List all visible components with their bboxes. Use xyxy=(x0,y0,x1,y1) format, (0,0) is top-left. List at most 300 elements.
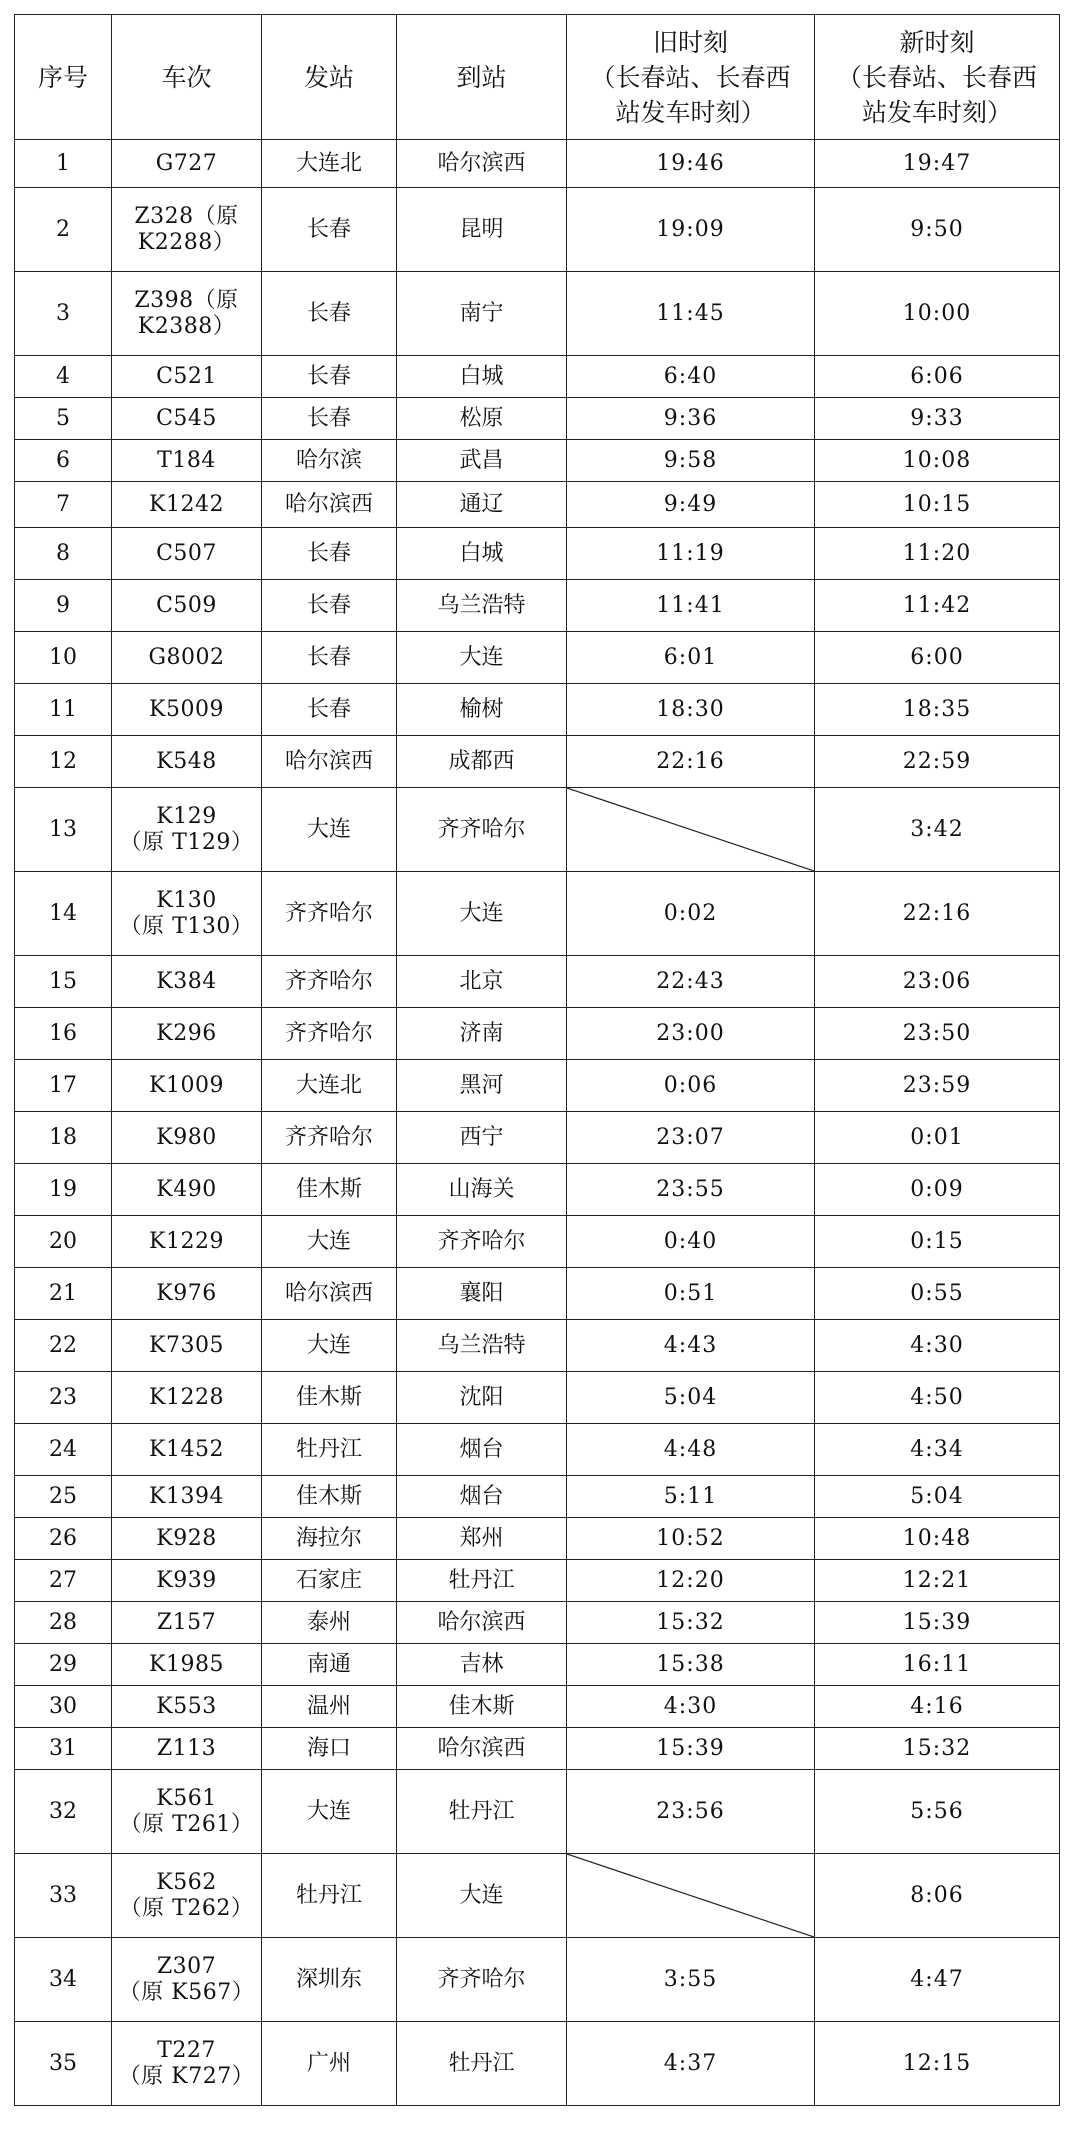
row-train-line: K2288） xyxy=(137,229,236,255)
row-new-time: 0:15 xyxy=(815,1216,1060,1268)
row-from-station: 大连 xyxy=(262,1216,397,1268)
row-old-time: 4:37 xyxy=(567,2022,815,2106)
row-to-station: 黑河 xyxy=(397,1060,567,1112)
table-row xyxy=(15,788,1060,872)
table-row xyxy=(15,580,1060,632)
row-seq: 35 xyxy=(15,2022,112,2106)
row-new-time: 0:09 xyxy=(815,1164,1060,1216)
row-train xyxy=(112,788,262,872)
row-train xyxy=(112,1060,262,1112)
row-from-station: 大连北 xyxy=(262,140,397,188)
row-seq: 5 xyxy=(15,398,112,440)
row-old-time: 23:55 xyxy=(567,1164,815,1216)
row-new-time: 19:47 xyxy=(815,140,1060,188)
row-train xyxy=(112,1644,262,1686)
row-train-line: K7305 xyxy=(149,1332,224,1358)
row-old-time: 3:55 xyxy=(567,1938,815,2022)
table-row xyxy=(15,1602,1060,1644)
row-from-station: 齐齐哈尔 xyxy=(262,872,397,956)
row-to-station: 北京 xyxy=(397,956,567,1008)
header-new-time-line-2: （长春站、长春西 xyxy=(836,62,1037,92)
row-train xyxy=(112,580,262,632)
row-old-time: 23:00 xyxy=(567,1008,815,1060)
row-train-line: K384 xyxy=(156,968,217,994)
row-train xyxy=(112,1268,262,1320)
row-new-time: 4:30 xyxy=(815,1320,1060,1372)
row-to-station: 郑州 xyxy=(397,1518,567,1560)
row-train-line: G727 xyxy=(155,150,218,176)
row-old-time: 15:38 xyxy=(567,1644,815,1686)
row-train-line: Z398（原 xyxy=(134,287,239,313)
row-train-line: （原 T130） xyxy=(119,913,254,939)
row-old-time: 4:43 xyxy=(567,1320,815,1372)
row-new-time: 22:16 xyxy=(815,872,1060,956)
row-new-time: 10:48 xyxy=(815,1518,1060,1560)
row-new-time: 6:06 xyxy=(815,356,1060,398)
row-from-station: 大连 xyxy=(262,1770,397,1854)
table-row xyxy=(15,528,1060,580)
row-to-station: 山海关 xyxy=(397,1164,567,1216)
row-from-station: 哈尔滨西 xyxy=(262,482,397,528)
row-from-station: 佳木斯 xyxy=(262,1372,397,1424)
row-from-station: 齐齐哈尔 xyxy=(262,1008,397,1060)
row-old-time: 22:43 xyxy=(567,956,815,1008)
row-train-line: （原 T262） xyxy=(119,1895,254,1921)
row-seq: 25 xyxy=(15,1476,112,1518)
table-row xyxy=(15,632,1060,684)
row-to-station: 白城 xyxy=(397,528,567,580)
row-from-station: 海口 xyxy=(262,1728,397,1770)
row-to-station: 松原 xyxy=(397,398,567,440)
row-old-time: 19:09 xyxy=(567,188,815,272)
row-from-station: 南通 xyxy=(262,1644,397,1686)
row-train-line: K1985 xyxy=(149,1651,224,1677)
row-seq: 28 xyxy=(15,1602,112,1644)
row-from-station: 大连北 xyxy=(262,1060,397,1112)
table-row xyxy=(15,140,1060,188)
row-new-time: 4:16 xyxy=(815,1686,1060,1728)
row-to-station: 乌兰浩特 xyxy=(397,1320,567,1372)
row-train xyxy=(112,1518,262,1560)
table-row xyxy=(15,1686,1060,1728)
row-to-station: 大连 xyxy=(397,632,567,684)
row-from-station: 大连 xyxy=(262,1320,397,1372)
row-old-time-empty xyxy=(567,1854,815,1938)
row-train xyxy=(112,272,262,356)
row-train-line: K1242 xyxy=(149,491,224,517)
row-to-station: 吉林 xyxy=(397,1644,567,1686)
row-new-time: 22:59 xyxy=(815,736,1060,788)
row-new-time: 5:04 xyxy=(815,1476,1060,1518)
row-to-station: 哈尔滨西 xyxy=(397,140,567,188)
table-row xyxy=(15,1854,1060,1938)
row-train-line: （原 K567） xyxy=(118,1979,255,2005)
row-old-time: 4:48 xyxy=(567,1424,815,1476)
row-train-line: K1228 xyxy=(149,1384,224,1410)
header-old-time-line-3: 站发车时刻） xyxy=(615,97,766,127)
row-new-time: 9:50 xyxy=(815,188,1060,272)
row-train-line: K928 xyxy=(156,1525,217,1551)
row-train xyxy=(112,1602,262,1644)
row-old-time: 11:45 xyxy=(567,272,815,356)
row-train-line: Z328（原 xyxy=(134,203,239,229)
row-to-station: 昆明 xyxy=(397,188,567,272)
table-row xyxy=(15,1728,1060,1770)
row-from-station: 大连 xyxy=(262,788,397,872)
table-row xyxy=(15,188,1060,272)
row-new-time: 23:50 xyxy=(815,1008,1060,1060)
row-old-time: 11:41 xyxy=(567,580,815,632)
row-seq: 17 xyxy=(15,1060,112,1112)
row-seq: 11 xyxy=(15,684,112,736)
row-train-line: T184 xyxy=(157,447,216,473)
table-row xyxy=(15,482,1060,528)
row-seq: 8 xyxy=(15,528,112,580)
row-to-station: 白城 xyxy=(397,356,567,398)
row-old-time: 15:32 xyxy=(567,1602,815,1644)
row-train xyxy=(112,1476,262,1518)
row-train-line: K1009 xyxy=(149,1072,224,1098)
row-train-line: K5009 xyxy=(149,696,224,722)
row-new-time: 0:01 xyxy=(815,1112,1060,1164)
row-train xyxy=(112,1424,262,1476)
table-row xyxy=(15,956,1060,1008)
table-row xyxy=(15,1424,1060,1476)
row-to-station: 齐齐哈尔 xyxy=(397,1938,567,2022)
row-new-time: 0:55 xyxy=(815,1268,1060,1320)
row-seq: 12 xyxy=(15,736,112,788)
row-to-station: 大连 xyxy=(397,1854,567,1938)
row-to-station: 牡丹江 xyxy=(397,2022,567,2106)
table-row xyxy=(15,1008,1060,1060)
row-to-station: 齐齐哈尔 xyxy=(397,788,567,872)
row-from-station: 齐齐哈尔 xyxy=(262,1112,397,1164)
row-seq: 27 xyxy=(15,1560,112,1602)
row-train-line: K1452 xyxy=(149,1436,224,1462)
row-seq: 13 xyxy=(15,788,112,872)
table-row xyxy=(15,398,1060,440)
row-to-station: 武昌 xyxy=(397,440,567,482)
row-to-station: 佳木斯 xyxy=(397,1686,567,1728)
row-train xyxy=(112,1854,262,1938)
row-old-time: 5:04 xyxy=(567,1372,815,1424)
row-train xyxy=(112,1164,262,1216)
row-from-station: 深圳东 xyxy=(262,1938,397,2022)
row-from-station: 长春 xyxy=(262,272,397,356)
row-seq: 18 xyxy=(15,1112,112,1164)
row-new-time: 3:42 xyxy=(815,788,1060,872)
row-seq: 15 xyxy=(15,956,112,1008)
row-old-time: 9:49 xyxy=(567,482,815,528)
row-train-line: K2388） xyxy=(137,313,236,339)
row-old-time: 0:51 xyxy=(567,1268,815,1320)
table-row xyxy=(15,736,1060,788)
row-train-line: K1229 xyxy=(149,1228,224,1254)
row-to-station: 烟台 xyxy=(397,1476,567,1518)
row-train-line: K129 xyxy=(156,803,217,829)
row-new-time: 10:08 xyxy=(815,440,1060,482)
row-to-station: 牡丹江 xyxy=(397,1560,567,1602)
row-train-line: Z113 xyxy=(156,1735,217,1761)
row-old-time: 15:39 xyxy=(567,1728,815,1770)
row-new-time: 15:32 xyxy=(815,1728,1060,1770)
row-train-line: K553 xyxy=(156,1693,217,1719)
row-seq: 31 xyxy=(15,1728,112,1770)
row-seq: 14 xyxy=(15,872,112,956)
row-to-station: 大连 xyxy=(397,872,567,956)
row-new-time: 6:00 xyxy=(815,632,1060,684)
row-from-station: 长春 xyxy=(262,356,397,398)
table-row xyxy=(15,1164,1060,1216)
row-from-station: 长春 xyxy=(262,632,397,684)
row-to-station: 沈阳 xyxy=(397,1372,567,1424)
row-train xyxy=(112,1008,262,1060)
table-row xyxy=(15,356,1060,398)
row-train xyxy=(112,736,262,788)
row-train xyxy=(112,1770,262,1854)
row-train xyxy=(112,684,262,736)
row-new-time: 12:21 xyxy=(815,1560,1060,1602)
row-new-time: 8:06 xyxy=(815,1854,1060,1938)
row-from-station: 哈尔滨西 xyxy=(262,1268,397,1320)
row-old-time: 0:40 xyxy=(567,1216,815,1268)
row-train xyxy=(112,356,262,398)
row-seq: 23 xyxy=(15,1372,112,1424)
row-old-time: 9:58 xyxy=(567,440,815,482)
row-seq: 30 xyxy=(15,1686,112,1728)
row-old-time: 12:20 xyxy=(567,1560,815,1602)
diagonal-strike xyxy=(567,1854,814,1937)
table-row xyxy=(15,1372,1060,1424)
row-train xyxy=(112,632,262,684)
row-train-line: C545 xyxy=(156,405,217,431)
table-row xyxy=(15,1560,1060,1602)
row-seq: 3 xyxy=(15,272,112,356)
row-train-line: （原 T261） xyxy=(119,1811,254,1837)
row-old-time: 6:01 xyxy=(567,632,815,684)
row-seq: 29 xyxy=(15,1644,112,1686)
row-new-time: 12:15 xyxy=(815,2022,1060,2106)
row-train xyxy=(112,482,262,528)
table-row xyxy=(15,872,1060,956)
row-train-line: （原 K727） xyxy=(118,2063,255,2089)
row-from-station: 哈尔滨西 xyxy=(262,736,397,788)
row-train-line: K296 xyxy=(156,1020,217,1046)
diagonal-strike xyxy=(567,788,814,871)
timetable-sheet xyxy=(14,14,1059,2106)
row-train xyxy=(112,1216,262,1268)
row-train xyxy=(112,440,262,482)
row-train xyxy=(112,1686,262,1728)
row-seq: 26 xyxy=(15,1518,112,1560)
table-row xyxy=(15,1476,1060,1518)
row-seq: 2 xyxy=(15,188,112,272)
row-new-time: 5:56 xyxy=(815,1770,1060,1854)
row-train xyxy=(112,1728,262,1770)
table-row xyxy=(15,1644,1060,1686)
row-new-time: 23:59 xyxy=(815,1060,1060,1112)
row-from-station: 泰州 xyxy=(262,1602,397,1644)
row-to-station: 哈尔滨西 xyxy=(397,1728,567,1770)
row-new-time: 16:11 xyxy=(815,1644,1060,1686)
row-old-time: 22:16 xyxy=(567,736,815,788)
header-to: 到站 xyxy=(397,15,567,140)
row-seq: 21 xyxy=(15,1268,112,1320)
row-old-time: 18:30 xyxy=(567,684,815,736)
row-train xyxy=(112,188,262,272)
row-new-time: 4:50 xyxy=(815,1372,1060,1424)
row-new-time: 23:06 xyxy=(815,956,1060,1008)
row-train-line: K562 xyxy=(156,1869,217,1895)
table-row xyxy=(15,1518,1060,1560)
row-train-line: T227 xyxy=(157,2037,216,2063)
row-old-time: 11:19 xyxy=(567,528,815,580)
row-new-time: 15:39 xyxy=(815,1602,1060,1644)
row-old-time: 23:56 xyxy=(567,1770,815,1854)
row-seq: 33 xyxy=(15,1854,112,1938)
row-to-station: 牡丹江 xyxy=(397,1770,567,1854)
row-seq: 16 xyxy=(15,1008,112,1060)
row-from-station: 佳木斯 xyxy=(262,1164,397,1216)
header-old-time-line-1: 旧时刻 xyxy=(652,27,728,57)
row-old-time: 19:46 xyxy=(567,140,815,188)
row-from-station: 长春 xyxy=(262,684,397,736)
header-from: 发站 xyxy=(262,15,397,140)
table-row xyxy=(15,1060,1060,1112)
row-to-station: 成都西 xyxy=(397,736,567,788)
header-new-time-line-3: 站发车时刻） xyxy=(861,97,1012,127)
row-to-station: 襄阳 xyxy=(397,1268,567,1320)
header-row xyxy=(15,15,1060,140)
row-seq: 32 xyxy=(15,1770,112,1854)
table-row xyxy=(15,440,1060,482)
row-train-line: Z157 xyxy=(156,1609,217,1635)
row-from-station: 长春 xyxy=(262,398,397,440)
row-from-station: 广州 xyxy=(262,2022,397,2106)
row-from-station: 佳木斯 xyxy=(262,1476,397,1518)
row-seq: 22 xyxy=(15,1320,112,1372)
row-old-time: 23:07 xyxy=(567,1112,815,1164)
row-new-time: 18:35 xyxy=(815,684,1060,736)
table-row xyxy=(15,1216,1060,1268)
row-to-station: 南宁 xyxy=(397,272,567,356)
row-from-station: 牡丹江 xyxy=(262,1854,397,1938)
row-old-time: 4:30 xyxy=(567,1686,815,1728)
row-train-line: G8002 xyxy=(148,644,225,670)
row-train-line: K939 xyxy=(156,1567,217,1593)
row-old-time: 6:40 xyxy=(567,356,815,398)
table-row xyxy=(15,1320,1060,1372)
row-seq: 4 xyxy=(15,356,112,398)
row-new-time: 4:47 xyxy=(815,1938,1060,2022)
row-seq: 24 xyxy=(15,1424,112,1476)
row-to-station: 济南 xyxy=(397,1008,567,1060)
row-train xyxy=(112,398,262,440)
row-from-station: 长春 xyxy=(262,528,397,580)
row-train-line: （原 T129） xyxy=(119,829,254,855)
table-row xyxy=(15,1268,1060,1320)
table-row xyxy=(15,684,1060,736)
row-train-line: Z307 xyxy=(156,1953,217,1979)
row-train-line: K130 xyxy=(156,887,217,913)
header-train: 车次 xyxy=(112,15,262,140)
row-train xyxy=(112,1112,262,1164)
table-row xyxy=(15,272,1060,356)
row-from-station: 长春 xyxy=(262,580,397,632)
row-train-line: K548 xyxy=(156,748,217,774)
row-old-time: 0:06 xyxy=(567,1060,815,1112)
row-from-station: 齐齐哈尔 xyxy=(262,956,397,1008)
row-from-station: 温州 xyxy=(262,1686,397,1728)
row-seq: 1 xyxy=(15,140,112,188)
row-old-time: 10:52 xyxy=(567,1518,815,1560)
row-old-time-empty xyxy=(567,788,815,872)
header-old-time xyxy=(567,15,815,140)
row-seq: 9 xyxy=(15,580,112,632)
row-new-time: 10:00 xyxy=(815,272,1060,356)
train-schedule-table xyxy=(14,14,1060,2106)
table-row xyxy=(15,1112,1060,1164)
row-train-line: K976 xyxy=(156,1280,217,1306)
row-from-station: 哈尔滨 xyxy=(262,440,397,482)
row-old-time: 9:36 xyxy=(567,398,815,440)
row-seq: 34 xyxy=(15,1938,112,2022)
row-to-station: 乌兰浩特 xyxy=(397,580,567,632)
row-train xyxy=(112,1938,262,2022)
row-seq: 7 xyxy=(15,482,112,528)
row-train-line: C521 xyxy=(156,363,217,389)
header-new-time xyxy=(815,15,1060,140)
row-from-station: 石家庄 xyxy=(262,1560,397,1602)
row-train-line: K561 xyxy=(156,1785,217,1811)
row-from-station: 长春 xyxy=(262,188,397,272)
row-new-time: 9:33 xyxy=(815,398,1060,440)
header-new-time-line-1: 新时刻 xyxy=(899,27,975,57)
header-old-time-line-2: （长春站、长春西 xyxy=(590,62,791,92)
row-new-time: 10:15 xyxy=(815,482,1060,528)
table-row xyxy=(15,1770,1060,1854)
row-train xyxy=(112,872,262,956)
row-new-time: 4:34 xyxy=(815,1424,1060,1476)
table-row xyxy=(15,1938,1060,2022)
row-old-time: 0:02 xyxy=(567,872,815,956)
row-to-station: 通辽 xyxy=(397,482,567,528)
row-train xyxy=(112,140,262,188)
row-old-time: 5:11 xyxy=(567,1476,815,1518)
row-to-station: 西宁 xyxy=(397,1112,567,1164)
row-new-time: 11:20 xyxy=(815,528,1060,580)
row-train xyxy=(112,956,262,1008)
row-train xyxy=(112,1372,262,1424)
row-new-time: 11:42 xyxy=(815,580,1060,632)
row-to-station: 齐齐哈尔 xyxy=(397,1216,567,1268)
row-train-line: K980 xyxy=(156,1124,217,1150)
table-row xyxy=(15,2022,1060,2106)
row-seq: 20 xyxy=(15,1216,112,1268)
row-seq: 6 xyxy=(15,440,112,482)
row-to-station: 哈尔滨西 xyxy=(397,1602,567,1644)
row-train xyxy=(112,1320,262,1372)
row-from-station: 牡丹江 xyxy=(262,1424,397,1476)
row-train-line: C509 xyxy=(156,592,217,618)
row-train xyxy=(112,528,262,580)
row-train-line: C507 xyxy=(156,540,217,566)
row-from-station: 海拉尔 xyxy=(262,1518,397,1560)
row-train-line: K1394 xyxy=(149,1483,224,1509)
row-seq: 19 xyxy=(15,1164,112,1216)
row-to-station: 榆树 xyxy=(397,684,567,736)
row-seq: 10 xyxy=(15,632,112,684)
